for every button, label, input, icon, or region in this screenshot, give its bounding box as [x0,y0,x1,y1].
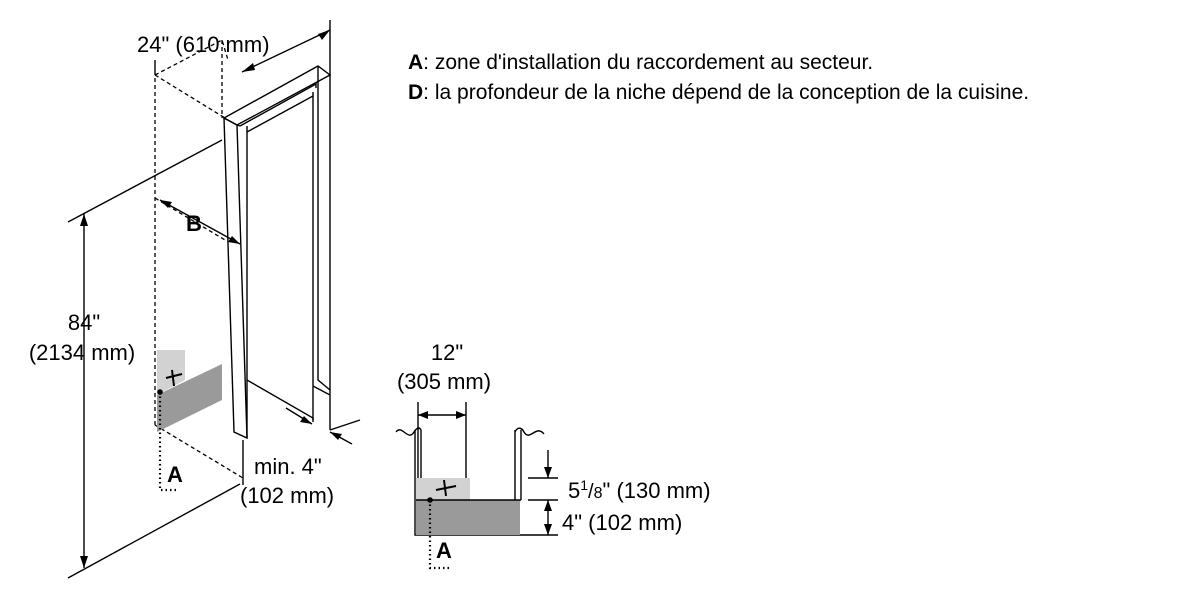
dim-detail-upper-den: 8 [593,485,603,502]
connection-zone-main [157,350,222,490]
detail-view [396,340,711,568]
legend [408,51,1029,104]
legend-a-key: A [408,51,424,74]
dim-height [29,140,240,578]
dim-detail-upper-num: 1 [580,477,589,493]
legend-line-d [408,81,1029,104]
dim-floor-gap-mm: (102 mm) [240,483,335,508]
appliance-panel [224,66,330,438]
dim-detail-upper [568,477,711,503]
dim-floor-gap [240,408,360,508]
dim-detail-width-in: 12" [430,340,464,365]
depth-key-b: B [186,211,202,236]
zone-key-a-detail: A [436,538,452,563]
dim-detail-upper-whole: 5 [568,478,581,503]
dim-width-label: 24" (610 mm) [137,32,270,57]
dim-width [137,20,330,75]
dim-detail-lower: 4" (102 mm) [562,510,683,535]
legend-d-text: : la profondeur de la niche dépend de la conception de la cuisine. [423,81,1030,104]
dim-detail-upper-rest: " (130 mm) [602,478,711,503]
legend-a-text: : zone d'installation du raccordement au secteur. [423,51,874,74]
dim-detail-upper-slash: / [588,481,594,503]
legend-line-a [408,51,873,74]
dim-height-in: 84" [67,310,101,335]
dim-floor-gap-in: min. 4" [254,454,322,479]
dim-height-mm: (2134 mm) [28,340,136,365]
dim-detail-width-mm: (305 mm) [396,369,492,394]
zone-key-a-main: A [167,462,183,487]
legend-d-key: D [408,81,424,104]
